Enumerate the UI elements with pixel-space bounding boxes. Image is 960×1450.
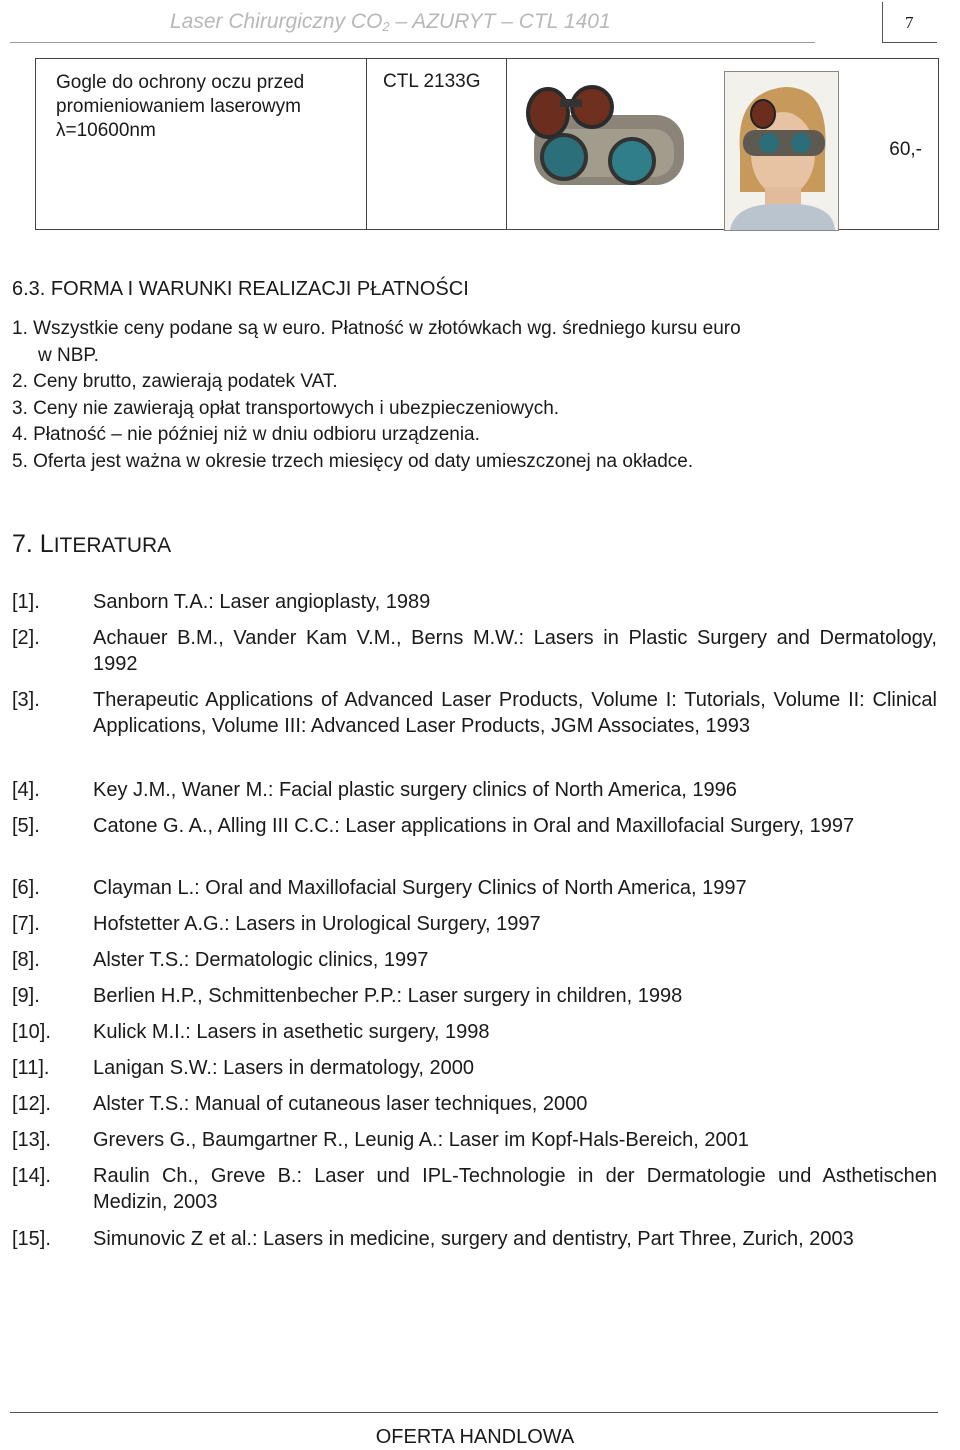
- reference-text: Catone G. A., Alling III C.C.: Laser applications in Oral and Maxillofacial Surgery, 1997: [93, 815, 855, 837]
- reference-text: Therapeutic Applications of Advanced Laser Products, Volume I: Tutorials, Volume II: Clinical Applications, Volume III: Advanced Laser Products, JGM Associates, 1993: [93, 689, 937, 737]
- product-description: Gogle do ochrony oczu przed promieniowaniem laserowym λ=10600nm: [56, 72, 305, 141]
- list-item: 5. Oferta jest ważna w okresie trzech miesięcy od daty umieszczonej na okładce.: [12, 450, 694, 472]
- reference-number: [10].: [12, 1021, 51, 1043]
- goggles-lens-right: [791, 133, 811, 153]
- goggles-lens-right: [610, 139, 654, 183]
- reference-number: [9].: [12, 985, 40, 1007]
- reference-text: Key J.M., Waner M.: Facial plastic surgery clinics of North America, 1996: [93, 779, 737, 801]
- reference-number: [6].: [12, 877, 40, 899]
- reference-number: [13].: [12, 1129, 51, 1151]
- reference-number: [2].: [12, 627, 40, 649]
- reference-number: [1].: [12, 591, 40, 613]
- reference-item: [12, 983, 937, 1009]
- goggles-on-face: [743, 130, 825, 156]
- reference-item: [12, 1226, 937, 1252]
- literature-heading: [12, 530, 171, 559]
- reference-number: [14].: [12, 1165, 51, 1187]
- reference-number: [11].: [12, 1057, 50, 1079]
- payment-conditions-list: [12, 316, 741, 475]
- reference-item: [12, 1019, 937, 1045]
- reference-text: Raulin Ch., Greve B.: Laser und IPL-Technologie in der Dermatologie und Asthetischen Medizin, 2003: [93, 1165, 937, 1213]
- goggles-flip-lens: [751, 100, 775, 128]
- reference-item: [12, 625, 937, 677]
- reference-text: Alster T.S.: Manual of cutaneous laser techniques, 2000: [93, 1093, 588, 1115]
- list-item: 4. Płatność – nie później niż w dniu odbioru urządzenia.: [12, 424, 480, 445]
- product-table: [35, 58, 939, 230]
- reference-item: [12, 1127, 937, 1153]
- reference-number: [15].: [12, 1228, 51, 1250]
- reference-item: [12, 1163, 937, 1215]
- table-divider: [366, 59, 367, 229]
- header-rule: [10, 42, 815, 43]
- reference-text: Grevers G., Baumgartner R., Leunig A.: Laser im Kopf-Hals-Bereich, 2001: [93, 1129, 749, 1151]
- list-item: 2. Ceny brutto, zawierają podatek VAT.: [12, 371, 338, 392]
- reference-item: [12, 813, 937, 839]
- reference-text: Kulick M.I.: Lasers in asethetic surgery, 1998: [93, 1021, 490, 1043]
- table-divider: [506, 59, 507, 229]
- list-item: 1. Wszystkie ceny podane są w euro. Płatność w złotówkach wg. średniego kursu euro: [12, 318, 741, 339]
- woman-wearing-goggles-photo: [724, 71, 839, 231]
- list-item: 3. Ceny nie zawierają opłat transportowych i ubezpieczeniowych.: [12, 397, 560, 419]
- reference-item: [12, 589, 937, 615]
- reference-number: [3].: [12, 689, 40, 711]
- footer-rule: [10, 1412, 938, 1413]
- literature-heading-number: 7. L: [12, 530, 54, 558]
- product-code: CTL 2133G: [383, 71, 481, 92]
- reference-text: Sanborn T.A.: Laser angioplasty, 1989: [93, 591, 431, 613]
- goggles-lens-left: [542, 135, 586, 179]
- header-title: [170, 10, 611, 34]
- reference-item: [12, 947, 937, 973]
- goggles-photo: [524, 85, 684, 209]
- reference-text: Alster T.S.: Dermatologic clinics, 1997: [93, 949, 429, 971]
- payment-heading: 6.3. FORMA I WARUNKI REALIZACJI PŁATNOŚCI: [12, 278, 469, 300]
- reference-number: [7].: [12, 913, 40, 935]
- goggles-lens-left: [759, 133, 779, 153]
- reference-item: [12, 777, 937, 803]
- reference-text: Lanigan S.W.: Lasers in dermatology, 2000: [93, 1057, 474, 1079]
- reference-number: [4].: [12, 779, 40, 801]
- header-title-rest: – AZURYT – CTL 1401: [389, 10, 611, 33]
- goggles-hinge: [560, 99, 582, 107]
- reference-text: Berlien H.P., Schmittenbecher P.P.: Laser surgery in children, 1998: [93, 985, 683, 1007]
- header-title-main: Laser Chirurgiczny CO: [170, 10, 383, 33]
- reference-text: Clayman L.: Oral and Maxillofacial Surgery Clinics of North America, 1997: [93, 877, 747, 899]
- reference-item: [12, 687, 937, 739]
- product-price: 60,-: [889, 139, 922, 160]
- header-title-subscript: 2: [382, 19, 390, 34]
- goggles-flip-lens-left: [528, 89, 568, 137]
- reference-item: [12, 1055, 937, 1081]
- footer-text: OFERTA HANDLOWA: [375, 1426, 575, 1448]
- page-number: 7: [905, 13, 914, 32]
- list-item-continuation: w NBP.: [38, 344, 99, 366]
- reference-text: Achauer B.M., Vander Kam V.M., Berns M.W.: Lasers in Plastic Surgery and Dermatology, 1992: [93, 627, 937, 675]
- reference-number: [12].: [12, 1093, 51, 1115]
- reference-text: Simunovic Z et al.: Lasers in medicine, surgery and dentistry, Part Three, Zurich, 2003: [93, 1228, 854, 1250]
- reference-number: [5].: [12, 815, 40, 837]
- reference-text: Hofstetter A.G.: Lasers in Urological Surgery, 1997: [93, 913, 541, 935]
- reference-item: [12, 1091, 937, 1117]
- reference-number: [8].: [12, 949, 40, 971]
- literature-heading-rest: ITERATURA: [53, 534, 172, 557]
- reference-item: [12, 875, 937, 901]
- reference-item: [12, 911, 937, 937]
